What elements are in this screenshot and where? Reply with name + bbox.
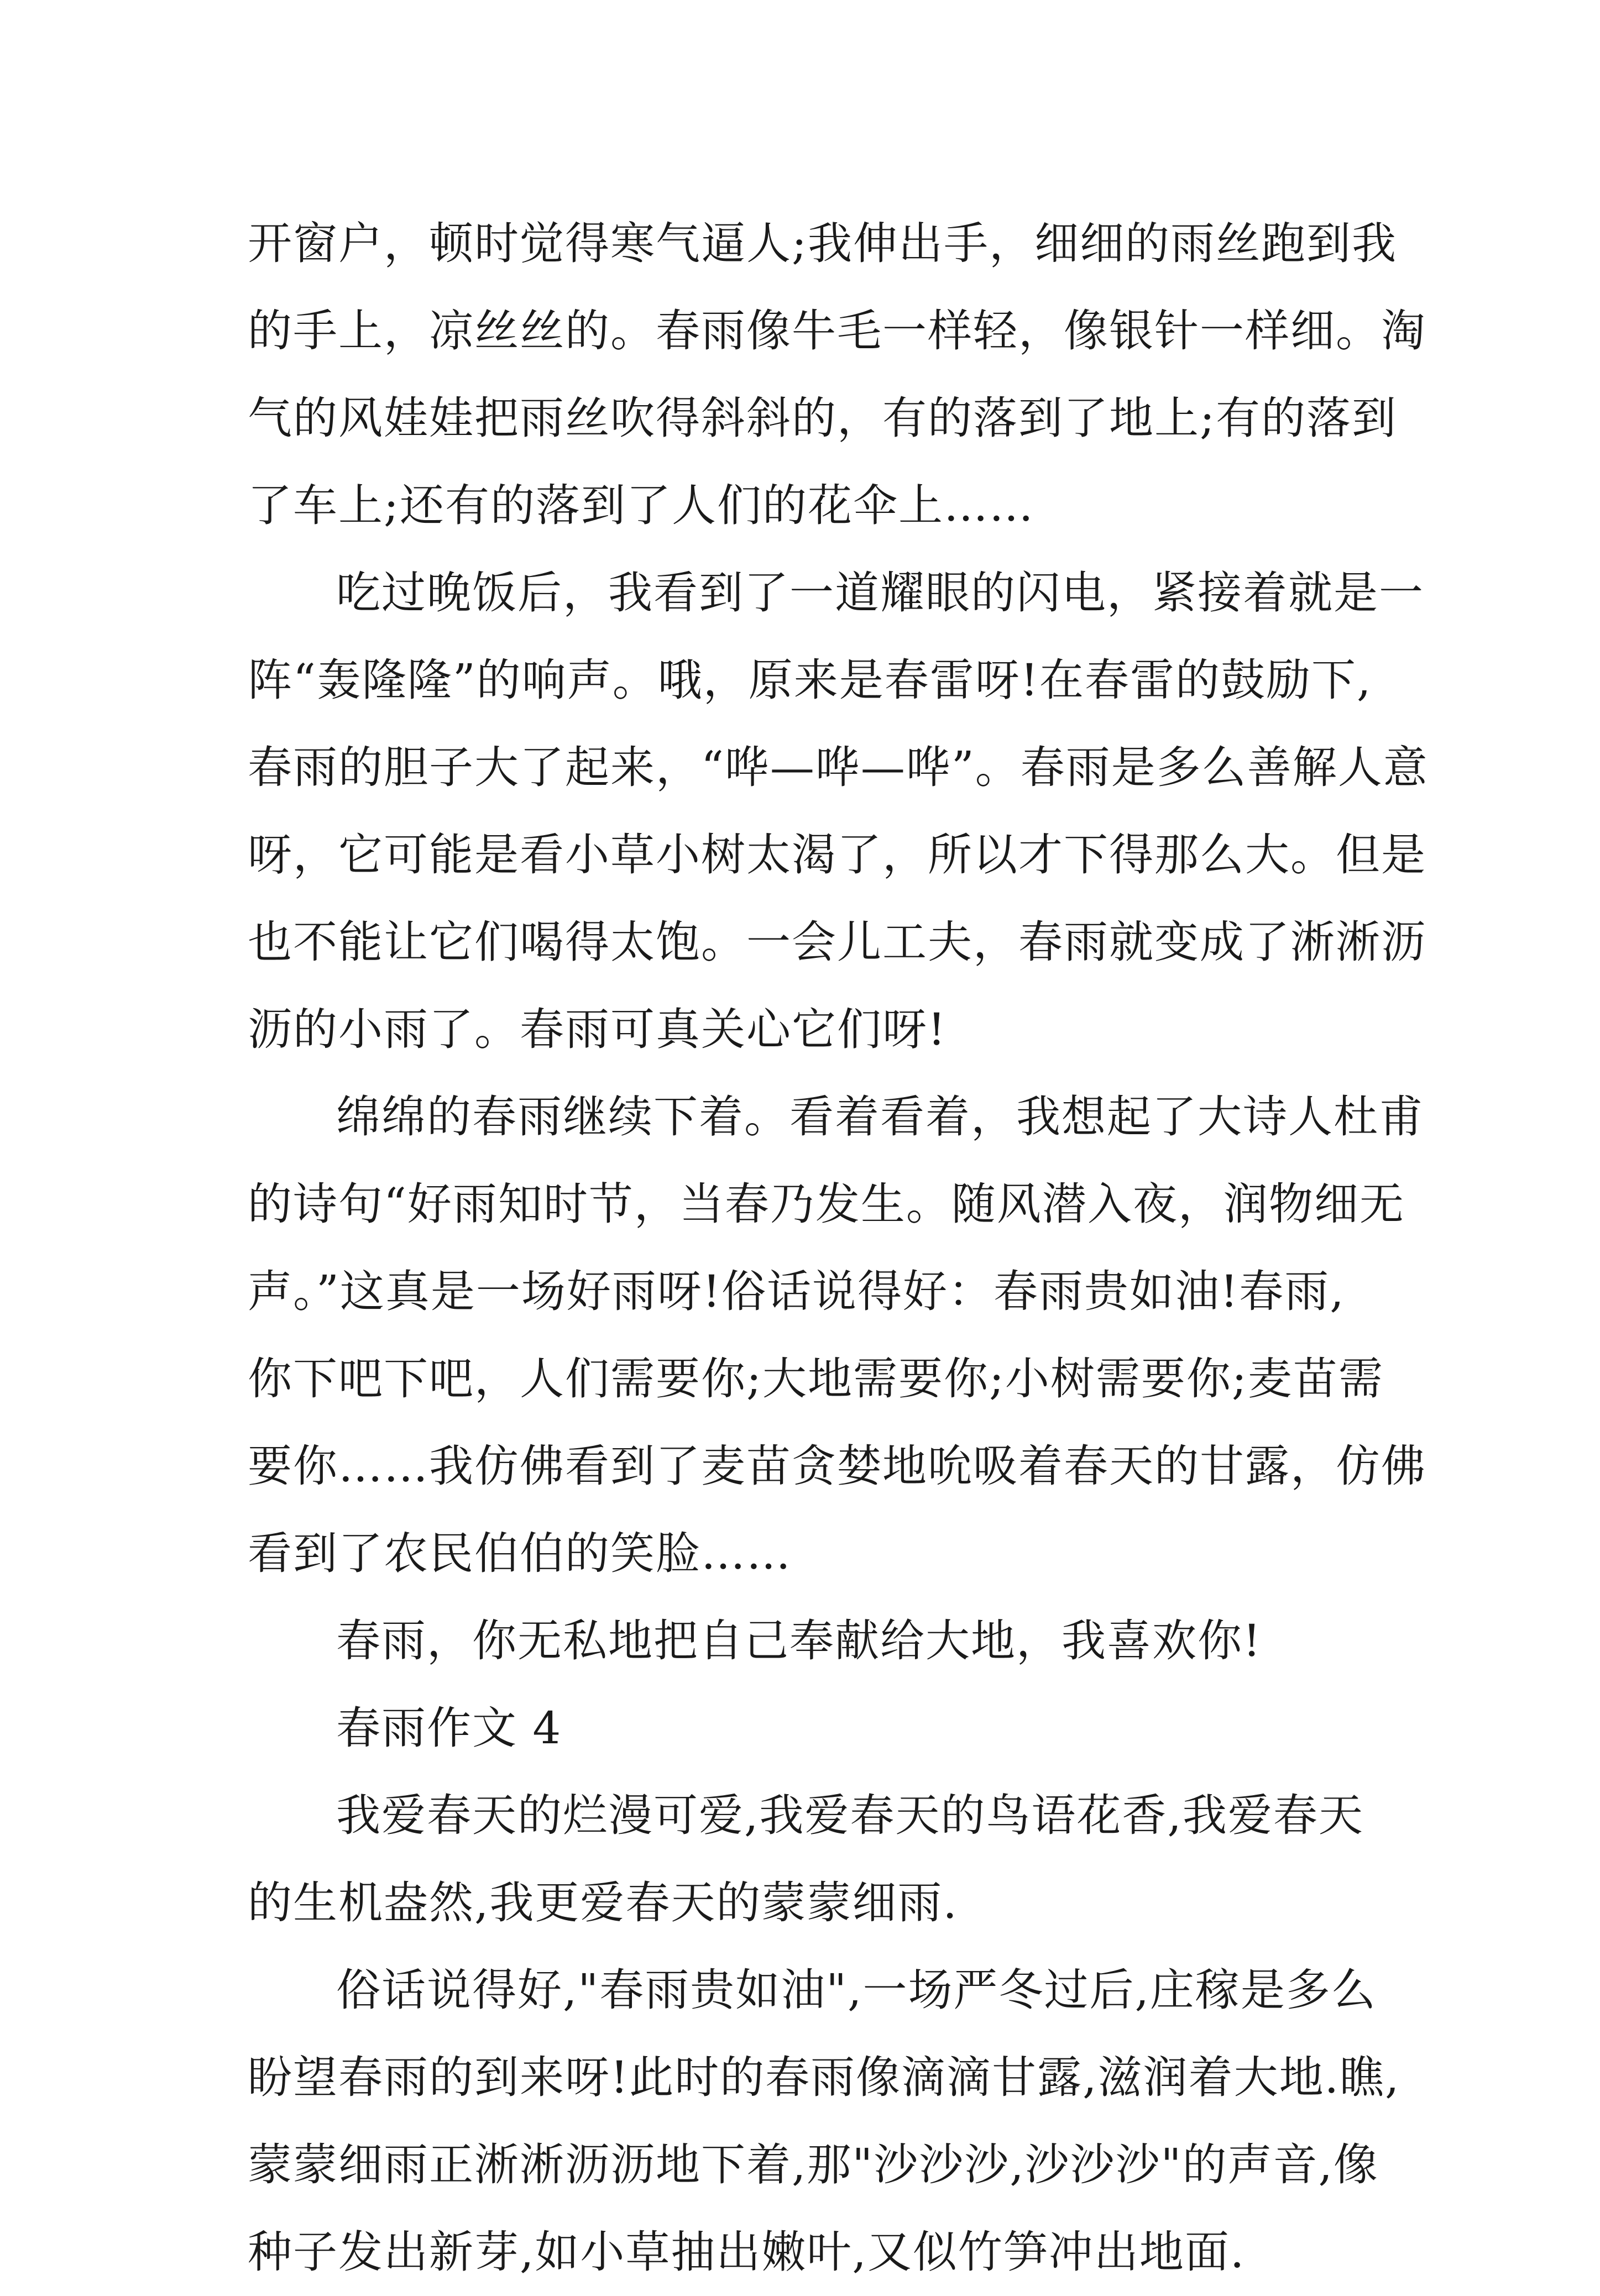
text-line: 阵“轰隆隆”的响声。哦，原来是春雷呀!在春雷的鼓励下, bbox=[248, 654, 1372, 706]
text-line: 声。”这真是一场好雨呀!俗话说得好：春雨贵如油!春雨, bbox=[248, 1266, 1345, 1317]
text-line: 蒙蒙细雨正淅淅沥沥地下着,那"沙沙沙,沙沙沙"的声音,像 bbox=[248, 2139, 1379, 2190]
text-line: 绵绵的春雨继续下着。看着看着，我想起了大诗人杜甫 bbox=[336, 1091, 1424, 1142]
text-line: 你下吧下吧，人们需要你;大地需要你;小树需要你;麦苗需 bbox=[248, 1353, 1384, 1404]
text-line: 开窗户，顿时觉得寒气逼人;我伸出手，细细的雨丝跑到我 bbox=[248, 218, 1397, 269]
text-line: 盼望春雨的到来呀!此时的春雨像滴滴甘露,滋润着大地.瞧, bbox=[248, 2052, 1400, 2103]
text-line: 呀，它可能是看小草小树太渴了，所以才下得那么大。但是 bbox=[248, 829, 1426, 880]
text-line: 的诗句“好雨知时节，当春乃发生。随风潜入夜，润物细无 bbox=[248, 1178, 1405, 1230]
document-body bbox=[248, 200, 1429, 2296]
paragraph-4 bbox=[248, 1597, 1362, 1685]
paragraph-6 bbox=[248, 1772, 1362, 1947]
text-line: 也不能让它们喝得太饱。一会儿工夫，春雨就变成了淅淅沥 bbox=[248, 916, 1426, 968]
text-line: 气的风娃娃把雨丝吹得斜斜的，有的落到了地上;有的落到 bbox=[248, 392, 1397, 444]
text-line: 我爱春天的烂漫可爱,我爱春天的鸟语花香,我爱春天 bbox=[336, 1790, 1364, 1841]
text-line: 要你……我仿佛看到了麦苗贪婪地吮吸着春天的甘露，仿佛 bbox=[248, 1440, 1426, 1492]
text-line: 的手上，凉丝丝的。春雨像牛毛一样轻，像银针一样细。淘 bbox=[248, 305, 1426, 357]
text-line: 了车上;还有的落到了人们的花伞上…… bbox=[248, 480, 1034, 531]
text-line: 俗话说得好,"春雨贵如油",一场严冬过后,庄稼是多么 bbox=[336, 1964, 1377, 2016]
text-line: 沥的小雨了。春雨可真关心它们呀! bbox=[248, 1004, 947, 1055]
text-line: 看到了农民伯伯的笑脸…… bbox=[248, 1528, 792, 1579]
text-line: 吃过晚饭后，我看到了一道耀眼的闪电，紧接着就是一 bbox=[336, 567, 1424, 618]
text-line: 的生机盎然,我更爱春天的蒙蒙细雨. bbox=[248, 1877, 958, 1928]
heading-line: 春雨作文 4 bbox=[336, 1702, 562, 1754]
paragraph-7 bbox=[248, 1947, 1400, 2296]
text-line: 春雨的胆子大了起来，“哗—哗—哗”。春雨是多么善解人意 bbox=[248, 742, 1429, 793]
text-line: 种子发出新芽,如小草抽出嫩叶,又似竹笋冲出地面. bbox=[248, 2226, 1246, 2278]
paragraph-1 bbox=[248, 200, 1426, 549]
section-heading bbox=[248, 1685, 1362, 1772]
text-line: 春雨，你无私地把自己奉献给大地，我喜欢你! bbox=[336, 1615, 1262, 1666]
paragraph-3 bbox=[248, 1073, 1426, 1597]
paragraph-2 bbox=[248, 549, 1429, 1073]
